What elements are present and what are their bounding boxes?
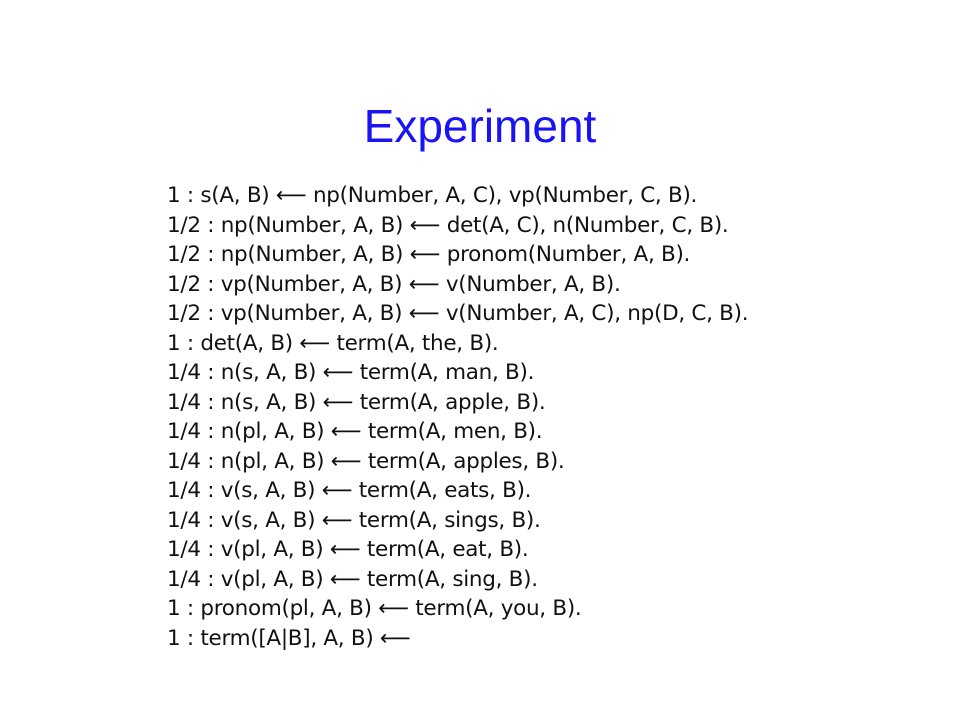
grammar-rule: 1/4 : n(s, A, B) ⟵ term(A, apple, B). [167,389,546,415]
grammar-rule: 1/2 : vp(Number, A, B) ⟵ v(Number, A, C), np(D, C, B). [167,301,749,326]
grammar-rule: 1/2 : np(Number, A, B) ⟵ det(A, C), n(Number, C, B). [167,212,729,238]
grammar-rule: 1/4 : v(pl, A, B) ⟵ term(A, sing, B). [167,566,538,592]
slide-title: Experiment [363,100,597,152]
grammar-rule: 1 : pronom(pl, A, B) ⟵ term(A, you, B). [167,596,582,621]
grammar-rule: 1/2 : vp(Number, A, B) ⟵ v(Number, A, B). [167,271,621,297]
grammar-rule: 1/4 : n(s, A, B) ⟵ term(A, man, B). [167,360,535,385]
grammar-rule: 1/4 : n(pl, A, B) ⟵ term(A, men, B). [167,419,543,444]
grammar-rule: 1 : term([A|B], A, B) ⟵ [167,625,411,651]
grammar-rules-list [167,181,748,653]
grammar-rule: 1 : s(A, B) ⟵ np(Number, A, C), vp(Number, C, B). [167,183,698,208]
grammar-rule: 1/4 : n(pl, A, B) ⟵ term(A, apples, B). [167,448,565,474]
grammar-rule: 1/4 : v(s, A, B) ⟵ term(A, sings, B). [167,507,541,533]
grammar-rule: 1/2 : np(Number, A, B) ⟵ pronom(Number, A, B). [167,242,691,267]
grammar-rule: 1/4 : v(s, A, B) ⟵ term(A, eats, B). [167,478,532,503]
grammar-rule: 1/4 : v(pl, A, B) ⟵ term(A, eat, B). [167,537,529,562]
grammar-rule: 1 : det(A, B) ⟵ term(A, the, B). [167,330,499,356]
